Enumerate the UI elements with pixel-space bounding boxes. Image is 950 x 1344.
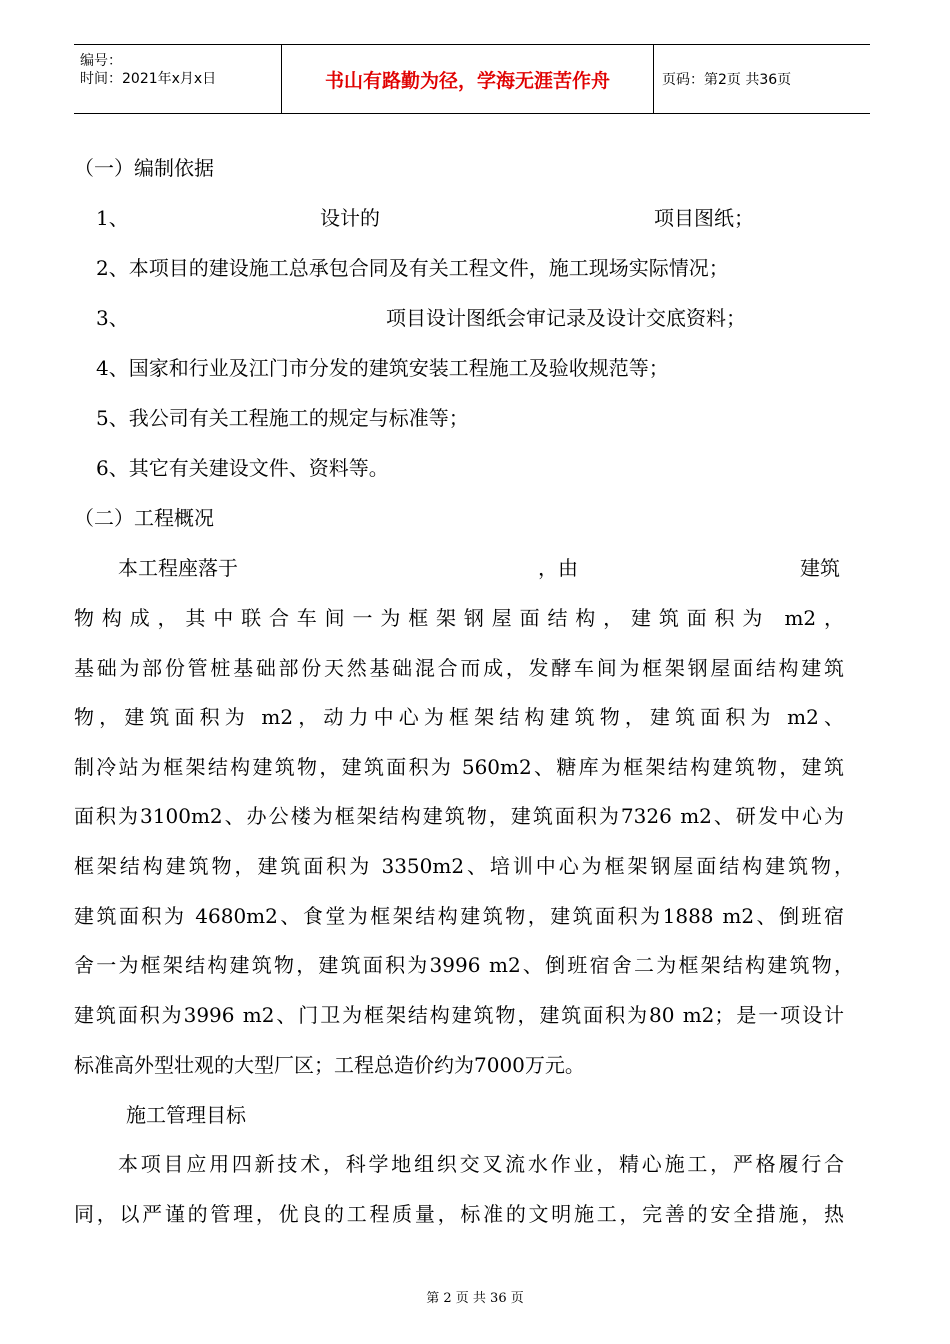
overview-line: 物构成，其中联合车间一为框架钢屋面结构，建筑面积为 m2， bbox=[74, 606, 844, 630]
overview-line: 制冷站为框架结构建筑物，建筑面积为 560m2、糖库为框架结构建筑物，建筑 bbox=[74, 755, 844, 779]
overview-line-1-end: 建筑 bbox=[800, 556, 840, 580]
overview-line: 舍一为框架结构建筑物，建筑面积为3996 m2、倒班宿舍二为框架结构建筑物， bbox=[74, 953, 854, 977]
basis-item-2: 2、本项目的建设施工总承包合同及有关工程文件，施工现场实际情况； bbox=[96, 256, 729, 280]
page-header bbox=[74, 44, 870, 114]
goals-line-1: 本项目应用四新技术，科学地组织交叉流水作业，精心施工，严格履行合 bbox=[118, 1152, 844, 1176]
section-title-basis: （一）编制依据 bbox=[74, 156, 214, 180]
header-page-info: 页码：第2页 共36页 bbox=[662, 72, 792, 88]
basis-item-6: 6、其它有关建设文件、资料等。 bbox=[96, 456, 389, 480]
header-motto: 书山有路勤为径，学海无涯苦作舟 bbox=[282, 45, 654, 113]
overview-line: 建筑面积为 4680m2、食堂为框架结构建筑物，建筑面积为1888 m2、倒班宿 bbox=[74, 904, 844, 928]
header-meta bbox=[74, 45, 282, 113]
overview-line: 建筑面积为3996 m2、门卫为框架结构建筑物，建筑面积为80 m2；是一项设计 bbox=[74, 1003, 844, 1027]
goals-line-2: 同，以严谨的管理，优良的工程质量，标准的文明施工，完善的安全措施，热 bbox=[74, 1202, 844, 1226]
basis-item-4: 4、国家和行业及江门市分发的建筑安装工程施工及验收规范等； bbox=[96, 356, 669, 380]
basis-item-1-number: 1、 bbox=[96, 206, 129, 230]
overview-line: 基础为部份管桩基础部份天然基础混合而成，发酵车间为框架钢屋面结构建筑 bbox=[74, 656, 844, 680]
overview-line: 面积为3100m2、办公楼为框架结构建筑物，建筑面积为7326 m2、研发中心为 bbox=[74, 804, 844, 828]
document-time-label: 时间：2021年x月x日 bbox=[80, 71, 217, 87]
basis-item-3-number: 3、 bbox=[96, 306, 129, 330]
basis-item-3-text: 项目设计图纸会审记录及设计交底资料； bbox=[386, 306, 746, 330]
overview-line-1-middle: ，由 bbox=[538, 556, 578, 580]
overview-line: 物，建筑面积为 m2，动力中心为框架结构建筑物，建筑面积为 m2、 bbox=[74, 705, 844, 729]
overview-line: 框架结构建筑物，建筑面积为 3350m2、培训中心为框架钢屋面结构建筑物， bbox=[74, 854, 854, 878]
document-number-label: 编号： bbox=[80, 53, 122, 69]
basis-item-1-end: 项目图纸； bbox=[654, 206, 754, 230]
section-title-overview: （二）工程概况 bbox=[74, 506, 214, 530]
section-title-goals: 施工管理目标 bbox=[126, 1103, 246, 1127]
basis-item-5: 5、我公司有关工程施工的规定与标准等； bbox=[96, 406, 469, 430]
basis-item-1-middle: 设计的 bbox=[320, 206, 380, 230]
overview-line-1-start: 本工程座落于 bbox=[118, 556, 238, 580]
overview-last-line: 标准高外型壮观的大型厂区；工程总造价约为7000万元。 bbox=[74, 1053, 585, 1077]
page-footer-number: 第 2 页 共 36 页 bbox=[426, 1291, 524, 1306]
